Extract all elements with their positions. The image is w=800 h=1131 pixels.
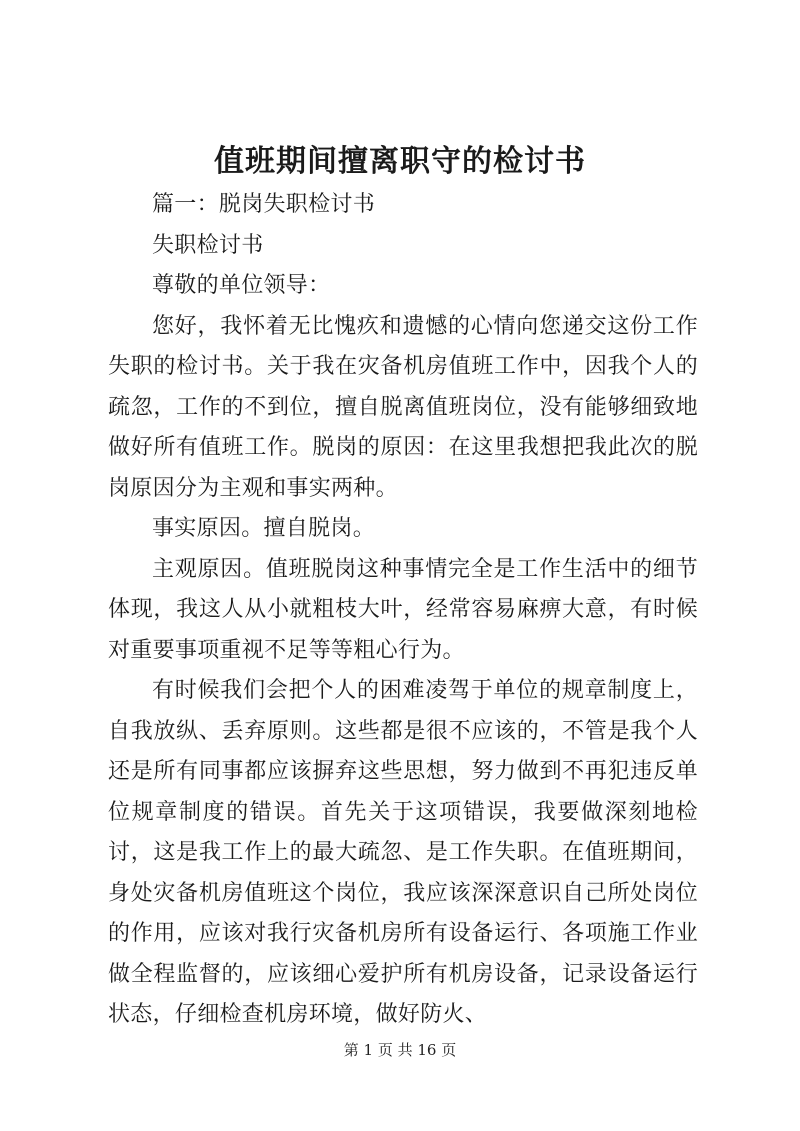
section-heading: 篇一：脱岗失职检讨书 bbox=[152, 192, 376, 217]
letter-heading: 失职检讨书 bbox=[152, 232, 264, 258]
document-title: 值班期间擅离职守的检讨书 bbox=[214, 144, 586, 179]
page-number-footer: 第 1 页 共 16 页 bbox=[343, 1041, 457, 1059]
body-paragraph: 有时候我们会把个人的困难凌驾于单位的规章制度上，自我放纵、丢弃原则。这些都是很不应该的，不管是我个人还是所有同事都应该摒弃这些思想，努力做到不再犯违反单位规章制度的错误。首先关于这项错误，我要做深刻地检讨，这是我工作上的最大疏忽、是工作失职。在值班期间，身处灾备机房值班这个岗位，我应该深深意识自己所处岗位的作用，应该对我行灾备机房所有设备运行、各项施工作业做全程监督的，应该细心爱护所有机房设备，记录设备运行状态，仔细检查机房环境，做好防火、 bbox=[108, 678, 698, 1027]
body-paragraph: 事实原因。擅自脱岗。 bbox=[152, 516, 376, 541]
document-body bbox=[108, 185, 698, 1036]
body-paragraph: 主观原因。值班脱岗这种事情完全是工作生活中的细节体现，我这人从小就粗枝大叶，经常容易麻痹大意，有时候对重要事项重视不足等等粗心行为。 bbox=[108, 556, 698, 663]
body-paragraph: 您好，我怀着无比愧疚和遗憾的心情向您递交这份工作失职的检讨书。关于我在灾备机房值班工作中，因我个人的疏忽，工作的不到位，擅自脱离值班岗位，没有能够细致地做好所有值班工作。脱岗的原因：在这里我想把我此次的脱岗原因分为主观和事实两种。 bbox=[108, 313, 698, 501]
salutation: 尊敬的单位领导： bbox=[152, 273, 331, 298]
